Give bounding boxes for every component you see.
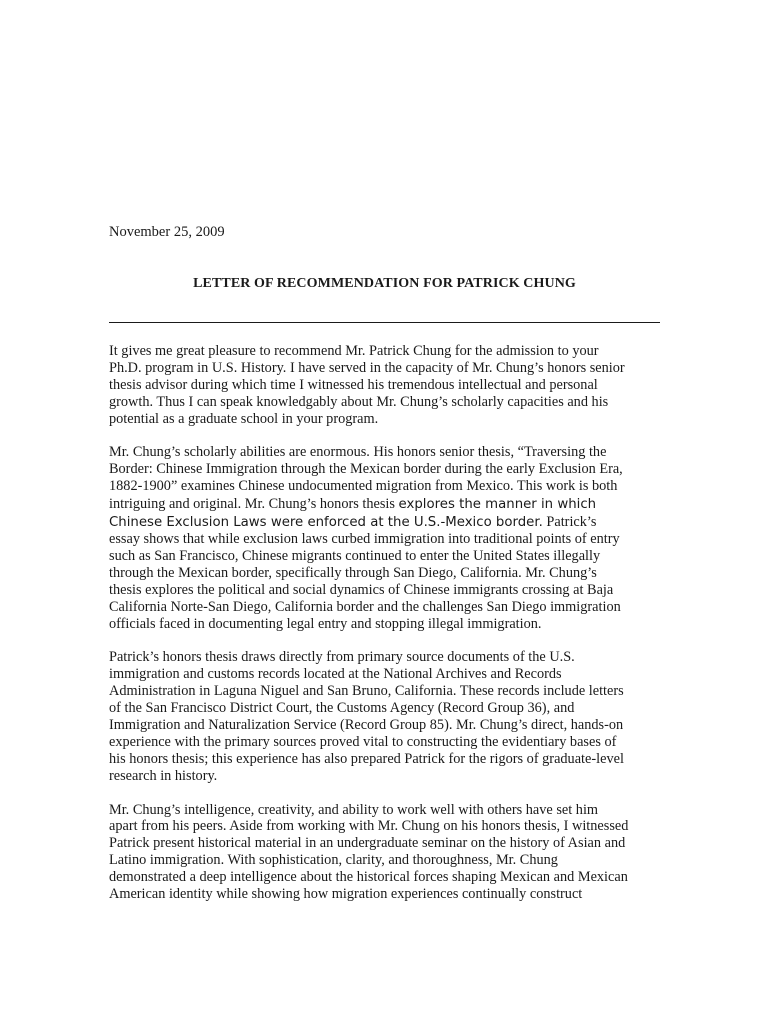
text-line: his honors thesis; this experience has also prepared Patrick for the rigors of graduate-level (109, 750, 624, 767)
letter-title: LETTER OF RECOMMENDATION FOR PATRICK CHUNG (193, 276, 576, 291)
text-line: through the Mexican border, specifically through San Diego, California. Mr. Chung’s (109, 564, 597, 581)
title-divider (109, 322, 660, 323)
paragraph-intelligence (109, 802, 669, 903)
text-line: thesis advisor during which time I witnessed his tremendous intellectual and personal (109, 376, 598, 393)
paragraph-introduction (109, 343, 669, 427)
paragraph-primary-sources (109, 649, 669, 784)
text-line: immigration and customs records located at the National Archives and Records (109, 666, 562, 683)
text-line: Immigration and Naturalization Service (Record Group 85). Mr. Chung’s direct, hands-on (109, 717, 624, 734)
paragraph-scholarly-abilities (109, 444, 669, 632)
text-line: officials faced in documenting legal entry and stopping illegal immigration. (109, 615, 542, 632)
text-line: Latino immigration. With sophistication, clarity, and thoroughness, Mr. Chung (109, 852, 558, 869)
text-line: Patrick present historical material in an undergraduate seminar on the history of Asian and (109, 835, 626, 852)
text-line: Mr. Chung’s scholarly abilities are enormous. His honors senior thesis, “Traversing the (109, 444, 607, 461)
text-line: California Norte-San Diego, California border and the challenges San Diego immigration (109, 598, 621, 615)
text-line: research in history. (109, 767, 218, 784)
text-line: essay shows that while exclusion laws curbed immigration into traditional points of entry (109, 531, 620, 548)
text-line: 1882-1900” examines Chinese undocumented migration from Mexico. This work is both (109, 478, 618, 495)
text-line: potential as a graduate school in your program. (109, 410, 379, 427)
text-line: American identity while showing how migration experiences continually construct (109, 886, 583, 903)
text-line: Ph.D. program in U.S. History. I have served in the capacity of Mr. Chung’s honors senior (109, 359, 625, 376)
text-line: growth. Thus I can speak knowledgably about Mr. Chung’s scholarly capacities and his (109, 393, 609, 410)
text-line: Mr. Chung’s intelligence, creativity, and ability to work well with others have set him (109, 801, 599, 818)
letter-body (109, 343, 669, 920)
letter-date: November 25, 2009 (109, 224, 225, 240)
text-segment-sans: explores the manner in which (398, 497, 597, 513)
text-line: thesis explores the political and social dynamics of Chinese immigrants crossing at Baja (109, 581, 614, 598)
text-line: such as San Francisco, Chinese migrants continued to enter the United States illegally (109, 548, 601, 565)
text-line-mixed (109, 513, 669, 531)
text-line: Administration in Laguna Niguel and San Bruno, California. These records include letters (109, 683, 624, 700)
text-line-mixed (109, 495, 669, 513)
text-line: It gives me great pleasure to recommend Mr. Patrick Chung for the admission to your (109, 343, 599, 359)
text-segment-sans: Chinese Exclusion Laws were enforced at the U.S.-Mexico border. (109, 515, 543, 531)
text-line: Border: Chinese Immigration through the Mexican border during the early Exclusion Era, (109, 461, 623, 478)
text-line: demonstrated a deep intelligence about the historical forces shaping Mexican and Mexican (109, 869, 628, 886)
text-line: of the San Francisco District Court, the Customs Agency (Record Group 36), and (109, 700, 575, 717)
text-segment: Patrick’s (542, 514, 597, 531)
text-line: apart from his peers. Aside from working with Mr. Chung on his honors thesis, I witnessed (109, 818, 629, 835)
text-line: Patrick’s honors thesis draws directly from primary source documents of the U.S. (109, 649, 575, 666)
text-line: experience with the primary sources proved vital to constructing the evidentiary bases of (109, 733, 617, 750)
text-segment: intriguing and original. Mr. Chung’s honors thesis (109, 496, 399, 513)
